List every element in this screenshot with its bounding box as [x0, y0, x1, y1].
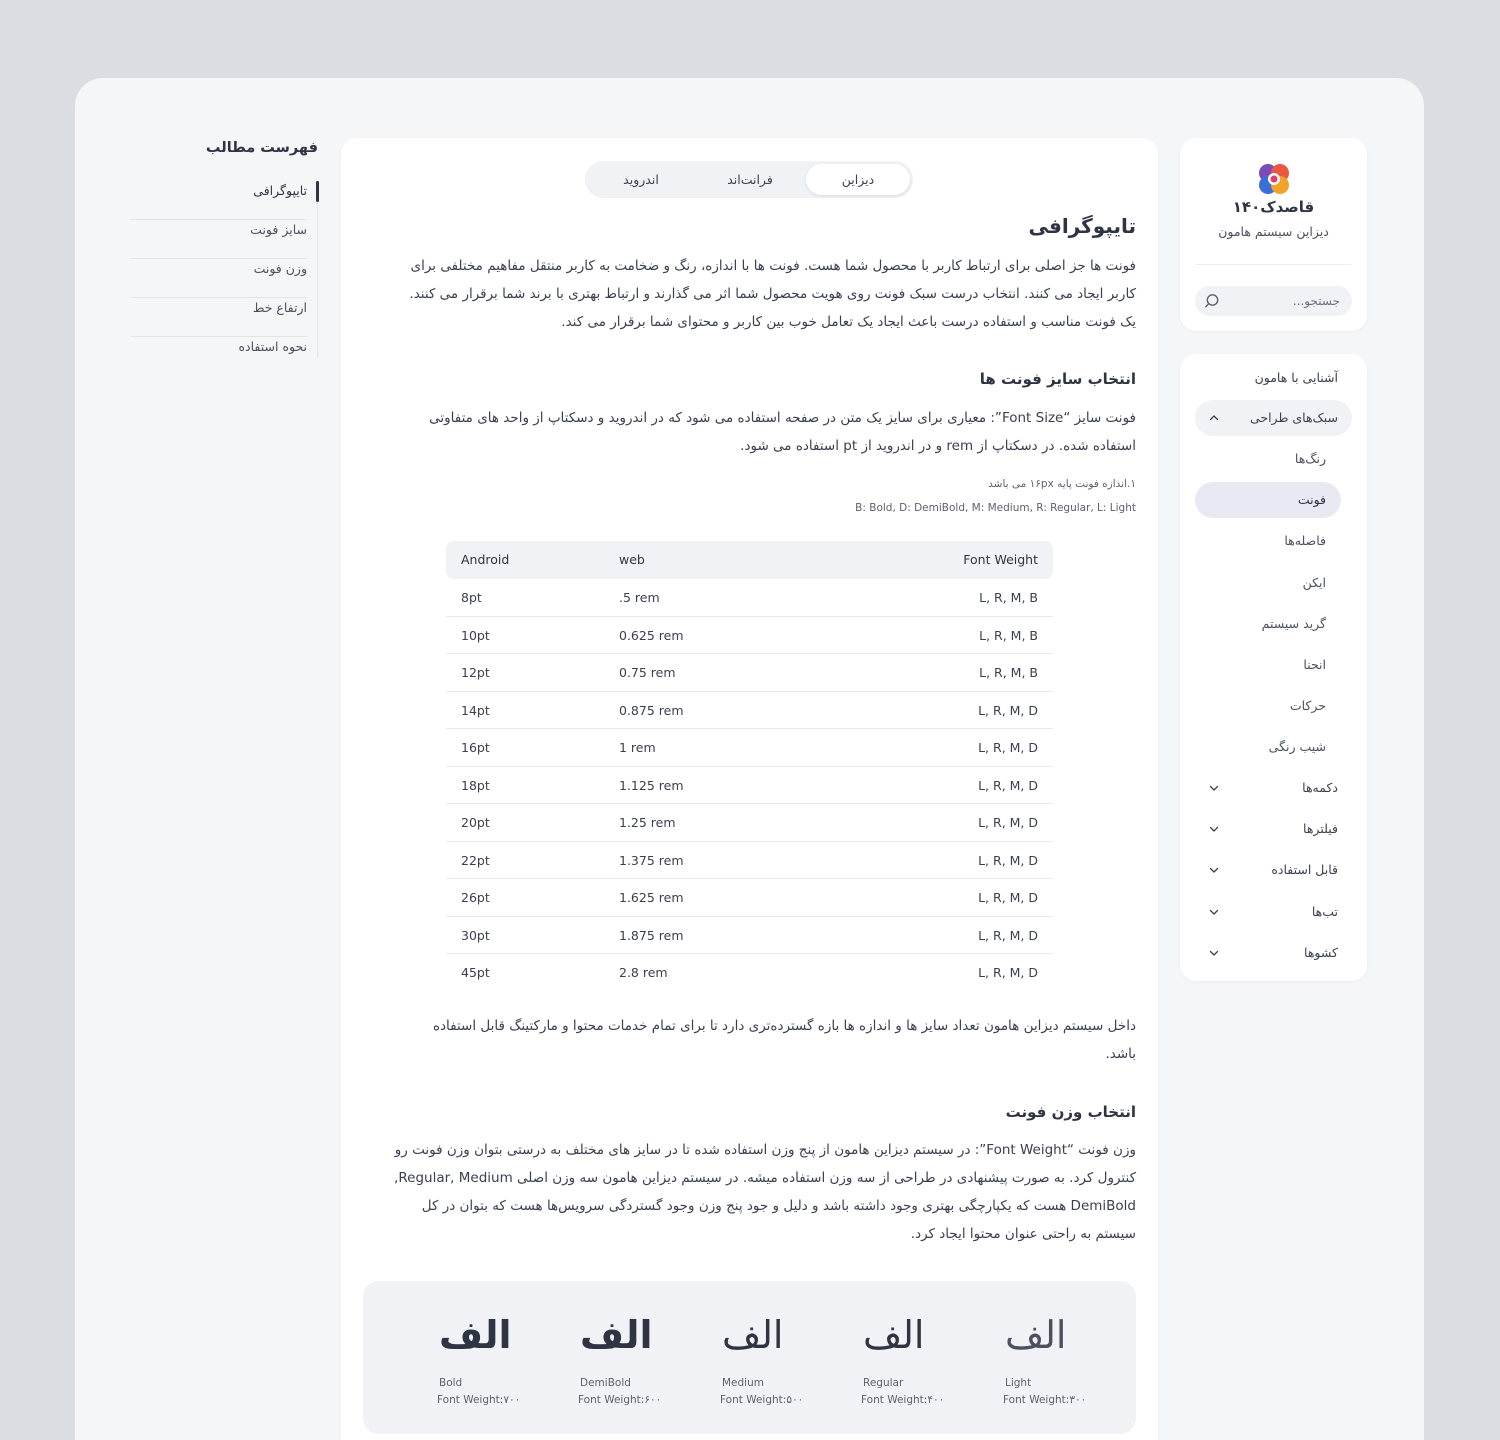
toc-title: فهرست مطالب — [205, 140, 318, 156]
cell-font-weight: L, R, M, B — [979, 665, 1038, 680]
nav-item-usable[interactable] — [1195, 852, 1352, 888]
font-weight-samples — [363, 1281, 1136, 1434]
text-line: وزن فونت “Font Weight”: در سیستم دیزاین هامون از پنج وزن استفاده شده تا در سایز های مختلف به درستی بتوان وزن فونت رو — [394, 1142, 1136, 1158]
cell-font-weight: L, R, M, B — [979, 627, 1038, 643]
weight-sample-glyph: الف — [580, 1313, 653, 1357]
nav-item-drawers[interactable] — [1195, 935, 1352, 971]
base-size-note: ۱.اندازه فونت پایه ۱۶px می باشد — [988, 478, 1136, 490]
weight-sample-glyph: الف — [439, 1313, 512, 1357]
cell-android: 30pt — [461, 927, 490, 943]
intro-paragraph — [356, 252, 1136, 336]
nav-item-label: کشوها — [1304, 945, 1338, 960]
toc-track — [317, 181, 318, 358]
nav-item-design-styles[interactable] — [1195, 400, 1352, 436]
toc-item-typography[interactable]: تایپوگرافی — [131, 181, 307, 220]
toc-active-indicator — [316, 181, 319, 202]
search-input[interactable] — [1230, 286, 1340, 316]
search-icon[interactable] — [1204, 293, 1220, 309]
cell-web: 1 rem — [619, 740, 656, 755]
tab-frontend[interactable]: فرانت‌اند — [727, 172, 773, 187]
table-row — [446, 729, 1053, 767]
weight-sample-glyph: الف — [863, 1313, 925, 1357]
text-line: فونت ها جز اصلی برای ارتباط کاربر با محصول شما هست. فونت ها با اندازه، رنگ و ضخامت به کاربر منتقل مفاهیم مختلفی برای — [410, 258, 1136, 274]
nav-item-tabs[interactable] — [1195, 894, 1352, 930]
page-title: تایپوگرافی — [1028, 214, 1136, 238]
chevron-down-icon[interactable] — [1209, 907, 1219, 917]
nav-item-filters[interactable] — [1195, 811, 1352, 847]
font-size-paragraph — [356, 404, 1136, 460]
cell-font-weight: L, R, M, D — [978, 740, 1038, 755]
weight-sample-glyph: الف — [722, 1313, 784, 1357]
weight-sample-name: DemiBold — [580, 1377, 631, 1389]
cell-android: 26pt — [461, 890, 490, 905]
sidebar-item-icon[interactable]: ایکن — [1302, 575, 1326, 590]
weight-sample-value: Font Weight:۶۰۰ — [578, 1394, 662, 1406]
cell-android: 14pt — [461, 702, 490, 718]
sidebar-item-spacing[interactable]: فاصله‌ها — [1284, 533, 1326, 548]
nav-item-intro[interactable]: آشنایی با هامون — [1254, 370, 1338, 385]
cell-font-weight: L, R, M, D — [978, 777, 1038, 793]
cell-android: 20pt — [461, 815, 490, 830]
toc-item-font-weight[interactable]: وزن فونت — [131, 259, 307, 298]
text-line: باشد. — [1105, 1046, 1136, 1062]
cell-android: 12pt — [461, 665, 490, 680]
table-row — [446, 767, 1053, 805]
text-line: داخل سیستم دیزاین هامون تعداد سایز ها و اندازه ها بازه گسترده‌تری دارد تا برای تمام خدمات محتوا و مارکتینگ قابل استفاده — [432, 1018, 1136, 1034]
weight-sample-name: Bold — [439, 1377, 463, 1389]
text-line: استفاده شده. در دسکتاپ از rem و در اندروید از pt استفاده می شود. — [740, 438, 1136, 454]
text-line: DemiBold هست که یکپارچگی بهتری وجود داشته باشد و دلیل و جود پنج وزن وجود گستردگی سرویس‌ها هست که بتوان در کل — [421, 1198, 1136, 1214]
weight-sample-name: Light — [1005, 1377, 1032, 1389]
platform-tabs — [585, 161, 913, 198]
table-row — [446, 617, 1053, 655]
table-row — [446, 654, 1053, 692]
cell-web: 1.375 rem — [619, 852, 684, 868]
text-line: فونت سایز “Font Size”: معیاری برای سایز یک متن در صفحه استفاده می شود که در اندروید و دسکتاپ از واحد های متفاوتی — [429, 410, 1136, 426]
weight-sample-value: Font Weight:۷۰۰ — [437, 1394, 521, 1406]
cell-web: 1.25 rem — [619, 815, 676, 830]
weight-legend-note: B: Bold, D: DemiBold, M: Medium, R: Regular, L: Light — [855, 502, 1136, 514]
chevron-down-icon[interactable] — [1209, 948, 1219, 958]
weight-sample-demibold — [578, 1281, 698, 1434]
cell-web: 1.875 rem — [619, 927, 684, 943]
cell-web: 0.75 rem — [619, 665, 676, 680]
toc-item-usage[interactable]: نحوه استفاده — [238, 339, 307, 354]
sidebar-item-font[interactable]: فونت — [1195, 482, 1341, 518]
weight-sample-light — [1003, 1281, 1123, 1434]
table-row — [446, 954, 1053, 992]
table-row — [446, 804, 1053, 842]
search-box[interactable] — [1195, 286, 1352, 316]
brand-card — [1180, 138, 1367, 331]
cell-font-weight: L, R, M, D — [978, 927, 1038, 943]
cell-font-weight: L, R, M, D — [978, 852, 1038, 868]
cell-web: .5 rem — [619, 590, 660, 605]
cell-web: 2.8 rem — [619, 965, 668, 980]
tab-android[interactable]: اندروید — [623, 172, 659, 187]
table-row — [446, 879, 1053, 917]
chevron-down-icon[interactable] — [1209, 865, 1219, 875]
sidebar-item-motion[interactable]: حرکات — [1289, 698, 1326, 713]
weight-sample-medium — [720, 1281, 840, 1434]
logo-icon — [1257, 162, 1291, 196]
toc-item-font-size[interactable]: سایز فونت — [131, 220, 307, 259]
weight-sample-value: Font Weight:۵۰۰ — [720, 1394, 804, 1406]
chevron-down-icon[interactable] — [1209, 824, 1219, 834]
nav-item-label: تب‌ها — [1311, 904, 1338, 919]
nav-item-buttons[interactable] — [1195, 770, 1352, 806]
weight-sample-glyph: الف — [1005, 1313, 1067, 1357]
sidebar-nav — [1180, 354, 1367, 981]
column-header-android: Android — [461, 552, 510, 567]
sidebar-item-gradient[interactable]: شیب رنگی — [1268, 739, 1326, 754]
weight-sample-value: Font Weight:۳۰۰ — [1003, 1394, 1087, 1406]
cell-font-weight: L, R, M, D — [978, 890, 1038, 905]
table-row — [446, 692, 1053, 730]
nav-item-label: سبک‌های طراحی — [1249, 410, 1338, 425]
section-heading-font-weight: انتخاب وزن فونت — [1005, 1103, 1136, 1121]
cell-font-weight: L, R, M, D — [978, 965, 1038, 980]
logo-text: قاصدک۱۴۰ — [1232, 198, 1315, 216]
cell-android: 16pt — [461, 740, 490, 755]
weight-sample-regular — [861, 1281, 981, 1434]
text-line: کاربر ایجاد می کنند. انتخاب درست سبک فونت روی هویت محصول شما اثر می گذارند و ارتباط بهتری با برند شما برقرار می کنند. — [409, 286, 1136, 302]
nav-item-label: قابل استفاده — [1271, 862, 1338, 877]
cell-android: 45pt — [461, 965, 490, 980]
weight-sample-value: Font Weight:۴۰۰ — [861, 1394, 945, 1406]
cell-android: 18pt — [461, 777, 490, 793]
table-row — [446, 579, 1053, 617]
cell-font-weight: L, R, M, D — [978, 702, 1038, 718]
cell-font-weight: L, R, M, B — [979, 590, 1038, 605]
column-header-web: web — [619, 552, 645, 567]
nav-item-label: فیلترها — [1303, 821, 1338, 836]
table-header — [446, 541, 1053, 579]
tab-design[interactable]: دیزاین — [806, 164, 910, 195]
font-weight-paragraph — [356, 1136, 1136, 1248]
chevron-up-icon[interactable] — [1209, 413, 1219, 423]
toc-item-line-height[interactable]: ارتفاع خط — [131, 298, 307, 337]
sidebar-item-colors[interactable]: رنگ‌ها — [1294, 451, 1326, 466]
cell-web: 1.125 rem — [619, 777, 684, 793]
cell-android: 22pt — [461, 852, 490, 868]
text-line: یک فونت مناسب و استفاده درست باعث ایجاد یک تعامل خوب بین کاربر و محتوای شما برقرار می کند. — [561, 314, 1136, 330]
nav-item-label: دکمه‌ها — [1302, 780, 1338, 795]
sidebar-item-grid[interactable]: گرید سیستم — [1261, 616, 1326, 631]
cell-web: 0.875 rem — [619, 702, 684, 718]
cell-font-weight: L, R, M, D — [978, 815, 1038, 830]
text-line: سیستم به راحتی عنوان محتوا ایجاد کرد. — [910, 1226, 1136, 1242]
weight-sample-name: Regular — [863, 1377, 904, 1389]
cell-android: 8pt — [461, 590, 482, 605]
cell-web: 0.625 rem — [619, 627, 684, 643]
chevron-down-icon[interactable] — [1209, 783, 1219, 793]
brand-subtitle: دیزاین سیستم هامون — [1218, 224, 1329, 239]
column-header-font-weight: Font Weight — [963, 552, 1038, 567]
font-size-table — [446, 541, 1053, 992]
sidebar-item-radius[interactable]: انحنا — [1303, 657, 1326, 672]
table-row — [446, 842, 1053, 880]
text-line: کنترول کرد. به صورت پیشنهادی در طراحی از سه وزن استفاده میشه. در سیستم دیزاین هامون سه وزن اصلی Regular, Medium, — [394, 1170, 1136, 1186]
table-row — [446, 917, 1053, 955]
divider — [1196, 264, 1351, 265]
weight-sample-bold — [437, 1281, 557, 1434]
weight-sample-name: Medium — [722, 1377, 764, 1389]
cell-web: 1.625 rem — [619, 890, 684, 905]
range-paragraph — [356, 1012, 1136, 1068]
cell-android: 10pt — [461, 627, 490, 643]
content-card — [341, 138, 1158, 1440]
section-heading-font-size: انتخاب سایز فونت ها — [979, 370, 1136, 388]
